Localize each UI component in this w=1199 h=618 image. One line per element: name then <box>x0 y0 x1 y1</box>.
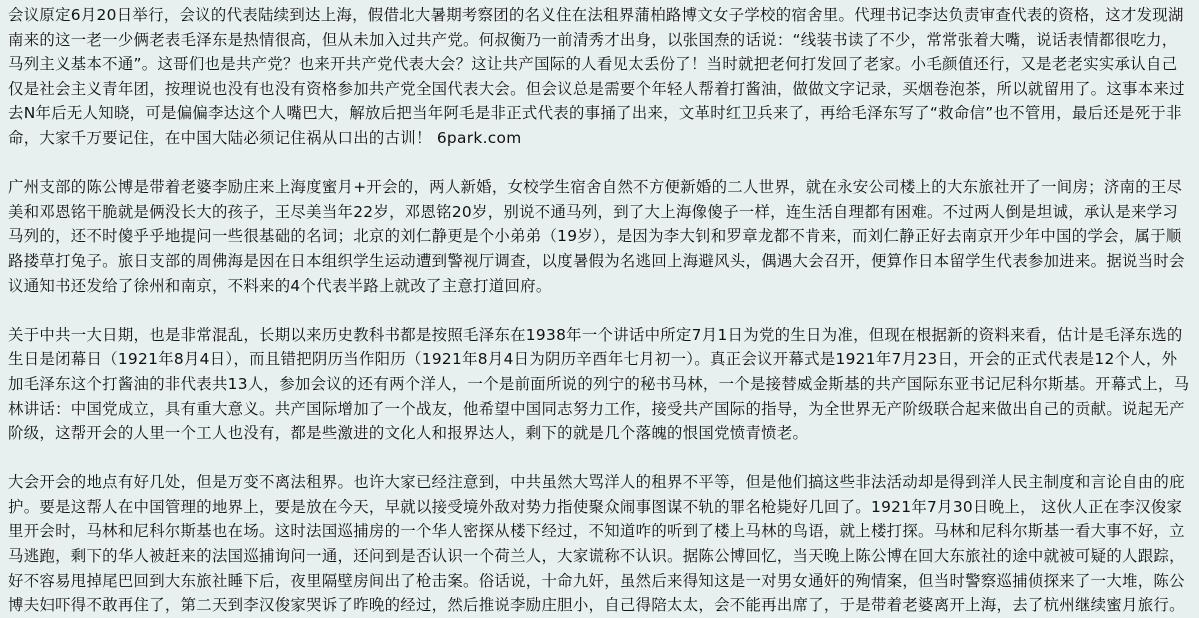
paragraph-congress-date: 关于中共一大日期，也是非常混乱，长期以来历史教科书都是按照毛泽东在1938年一个讲话中所定7月1日为党的生日为准，但现在根据新的资料来看，估计是毛泽东选的生日是闭幕日（1921年8月4日），而且错把阴历当作阳历（1921年8月4日为阴历辛酉年七月初一）。真正会议开幕式是1921年7月23日，开会的正式代表是12个人，外加毛泽东这个打酱油的非代表共13人，参加会议的还有两个洋人，一个是前面所说的列宁的秘书马林，一个是接替威金斯基的共产国际东亚书记尼科尔斯基。开幕式上，马林讲话：中国党成立，具有重大意义。共产国际增加了一个战友，他希望中国同志努力工作，接受共产国际的指导，为全世界无产阶级联合起来做出自己的贡献。说起无产阶级，这帮开会的人里一个工人也没有，都是些激进的文化人和报界达人，剩下的就是几个落魄的恨国党愤青愤老。 <box>8 325 1190 443</box>
paragraph-branch-representatives: 广州支部的陈公博是带着老婆李励庄来上海度蜜月+开会的，两人新婚，女校学生宿舍自然不方便新婚的二人世界，就在永安公司楼上的大东旅社开了一间房；济南的王尽美和邓恩铭干脆就是俩没长大的孩子，王尽美当年22岁，邓恩铭20岁，别说不通马列，到了大上海像傻子一样，连生活自理都有困难。不过两人倒是坦诚，承认是来学习马列的，还不时傻乎乎地提问一些很基础的名词；北京的刘仁静更是个小弟弟（19岁），是因为李大钊和罗章龙都不肯来，而刘仁静正好去南京开少年中国的学会，属于顺路搂草打兔子。旅日支部的周佛海是因在日本组织学生运动遭到警视厅调查，以度暑假为名逃回上海避风头，偶遇大会召开，便算作日本留学生代表参加进来。据说当时会议通知书还发给了徐州和南京，不料来的4个代表半路上就改了主意打道回府。 <box>8 178 1185 295</box>
paragraph-meeting-locations: 大会开会的地点有好几处，但是万变不离法租界。也许大家已经注意到，中共虽然大骂洋人的租界不平等，但是他们搞这些非法活动却是得到洋人民主制度和言论自由的庇护。要是这帮人在中国管理的地界上，要是放在今天，早就以接受境外敌对势力指使聚众闹事图谋不轨的罪名枪毙好几回了。1921年7月30日晚上， 这伙人正在李汉俊家里开会时，马林和尼科尔斯基也在场。这时法国巡捕房的一个华人密探从楼下经过，不知道咋的听到了楼上马林的鸟语，就上楼打探。马林和尼科尔斯基一看大事不好，立马逃跑，剩下的华人被赶来的法国巡捕询问一通，还问到是否认识一个荷兰人，大家谎称不认识。据陈公博回忆，当天晚上陈公博在回大东旅社的途中就被可疑的人跟踪，好不容易甩掉尾巴回到大东旅社睡下后，夜里隔壁房间出了枪击案。俗话说，十命九奸，虽然后来得知这是一对男女通奸的殉情案，但当时警察巡捕侦探来了一大堆，陈公博夫妇吓得不敢再住了，第二天到李汉俊家哭诉了昨晚的经过，然后推说李励庄胆小，自己得陪太太，会不能再出席了，于是带着老婆离开上海，去了杭州继续蜜月旅行。 <box>8 473 1185 615</box>
paragraph-congress-delegates: 会议原定6月20日举行，会议的代表陆续到达上海，假借北大暑期考察团的名义住在法租界蒲柏路博文女子学校的宿舍里。代理书记李达负责审查代表的资格，这才发现湖南来的这一老一少俩老表毛泽东是热情很高，但从未加入过共产党。何叔衡乃一前清秀才出身，以张国焘的话说：“线装书读了不少，常常张着大嘴，说话表情都很吃力，马列主义基本不通”。这哥们也是共产党？也来开共产党代表大会？这让共产国际的人看见太丢份了！当时就把老何打发回了老家。小毛颜值还行，又是老老实实承认自己仅是社会主义青年团，按理说也没有也没有资格参加共产党全国代表大会。但会议总是需要个年轻人帮着打酱油，做做文字记录，买烟卷泡茶，所以就留用了。这事本来过去N年后无人知晓，可是偏偏李达这个人嘴巴大，解放后把当年阿毛是非正式代表的事捅了出来，文革时红卫兵来了，再给毛泽东写了“救命信”也不管用，最后还是死于非命，大家千万要记住，在中国大陆必须记住祸从口出的古训！ 6park.com <box>8 6 1185 147</box>
